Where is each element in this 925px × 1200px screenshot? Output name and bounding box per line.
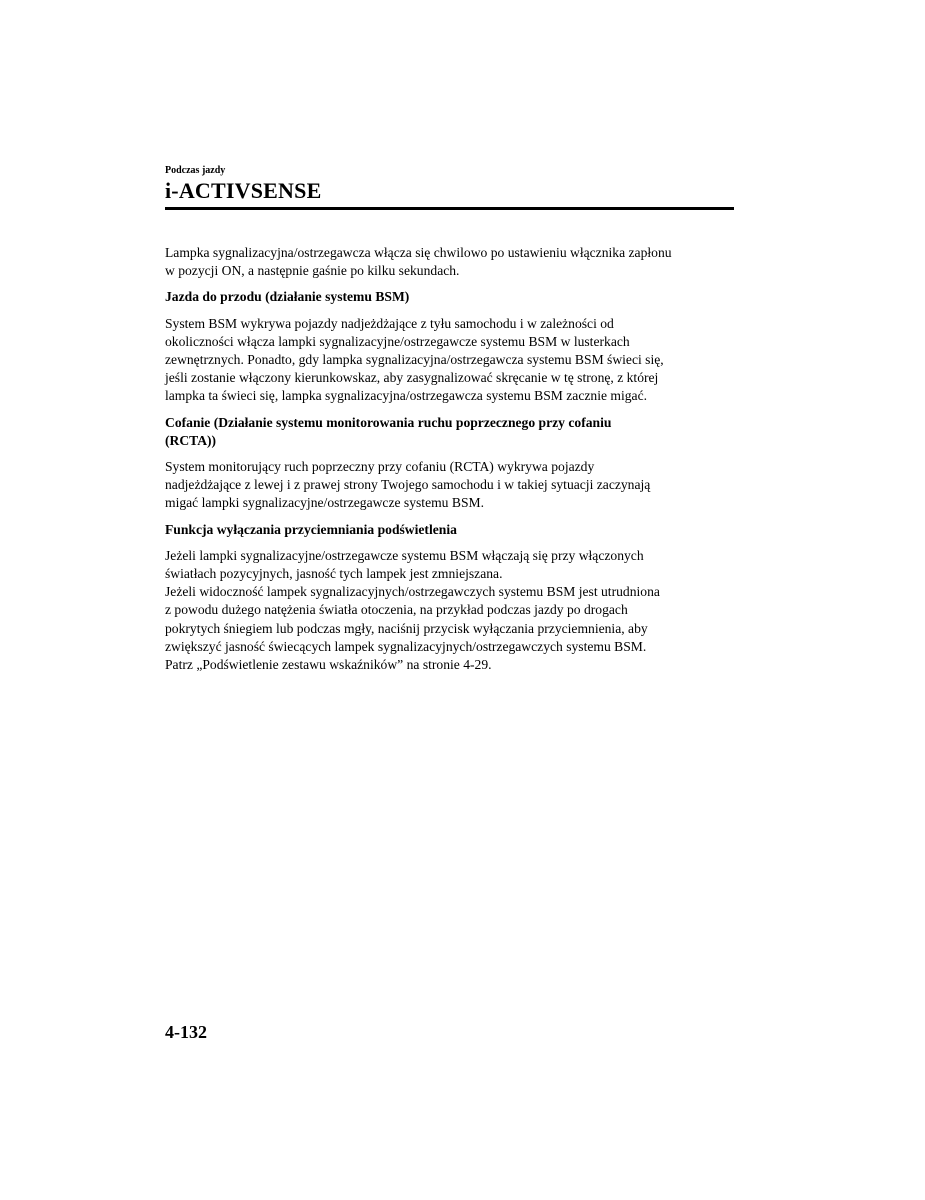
title-divider — [165, 207, 734, 210]
text-line: Jeżeli lampki sygnalizacyjne/ostrzegawcze systemu BSM włączają się przy włączonych — [165, 547, 644, 563]
text-line: Jeżeli widoczność lampek sygnalizacyjnych/ostrzegawczych systemu BSM jest utrudniona — [165, 584, 660, 600]
section-heading — [165, 288, 740, 306]
section-paragraph — [165, 458, 740, 513]
text-line: System BSM wykrywa pojazdy nadjeżdżające z tyłu samochodu i w zależności od — [165, 315, 614, 331]
text-line: zewnętrznych. Ponadto, gdy lampka sygnalizacyjna/ostrzegawcza systemu BSM świeci się, — [165, 352, 664, 368]
text-line: System monitorujący ruch poprzeczny przy cofaniu (RCTA) wykrywa pojazdy — [165, 459, 595, 475]
section-heading — [165, 414, 740, 450]
text-line: Lampka sygnalizacyjna/ostrzegawcza włącza się chwilowo po ustawieniu włącznika zapłonu — [165, 245, 672, 260]
section-paragraph — [165, 547, 740, 674]
text-line: okoliczności włącza lampki sygnalizacyjne/ostrzegawcze systemu BSM w lusterkach — [165, 333, 630, 349]
text-line: lampka ta świeci się, lampka sygnalizacyjna/ostrzegawcza systemu BSM zacznie migać. — [165, 388, 648, 404]
intro-paragraph — [165, 244, 740, 280]
text-line: w pozycji ON, a następnie gaśnie po kilku sekundach. — [165, 263, 460, 279]
text-line: z powodu dużego natężenia światła otoczenia, na przykład podczas jazdy po drogach — [165, 602, 628, 618]
text-line: migać lampki sygnalizacyjne/ostrzegawcze systemu BSM. — [165, 495, 484, 511]
heading-line: Cofanie (Działanie systemu monitorowania ruchu poprzecznego przy cofaniu — [165, 414, 612, 430]
text-line: pokrytych śniegiem lub podczas mgły, naciśnij przycisk wyłączania przyciemnienia, aby — [165, 620, 648, 636]
section-paragraph — [165, 315, 740, 406]
text-line: Patrz „Podświetlenie zestawu wskaźników” na stronie 4-29. — [165, 657, 492, 673]
page-number: 4-132 — [165, 1022, 207, 1042]
heading-line: (RCTA)) — [165, 432, 217, 448]
text-line: światłach pozycyjnych, jasność tych lampek jest zmniejszana. — [165, 566, 503, 582]
text-line: zwiększyć jasność świecących lampek sygnalizacyjnych/ostrzegawczych systemu BSM. — [165, 638, 647, 654]
heading-line: Jazda do przodu (działanie systemu BSM) — [165, 289, 410, 305]
text-line: jeśli zostanie włączony kierunkowskaz, aby zasygnalizować skręcanie w tę stronę, z której — [165, 370, 659, 386]
section-heading — [165, 521, 740, 539]
chapter-title: i-ACTIVSENSE — [165, 178, 322, 203]
heading-line: Funkcja wyłączania przyciemniania podświetlenia — [165, 521, 457, 537]
text-line: nadjeżdżające z lewej i z prawej strony Twojego samochodu i w takiej sytuacji zaczynają — [165, 477, 651, 493]
section-label: Podczas jazdy — [165, 165, 226, 176]
document-body — [165, 244, 740, 674]
